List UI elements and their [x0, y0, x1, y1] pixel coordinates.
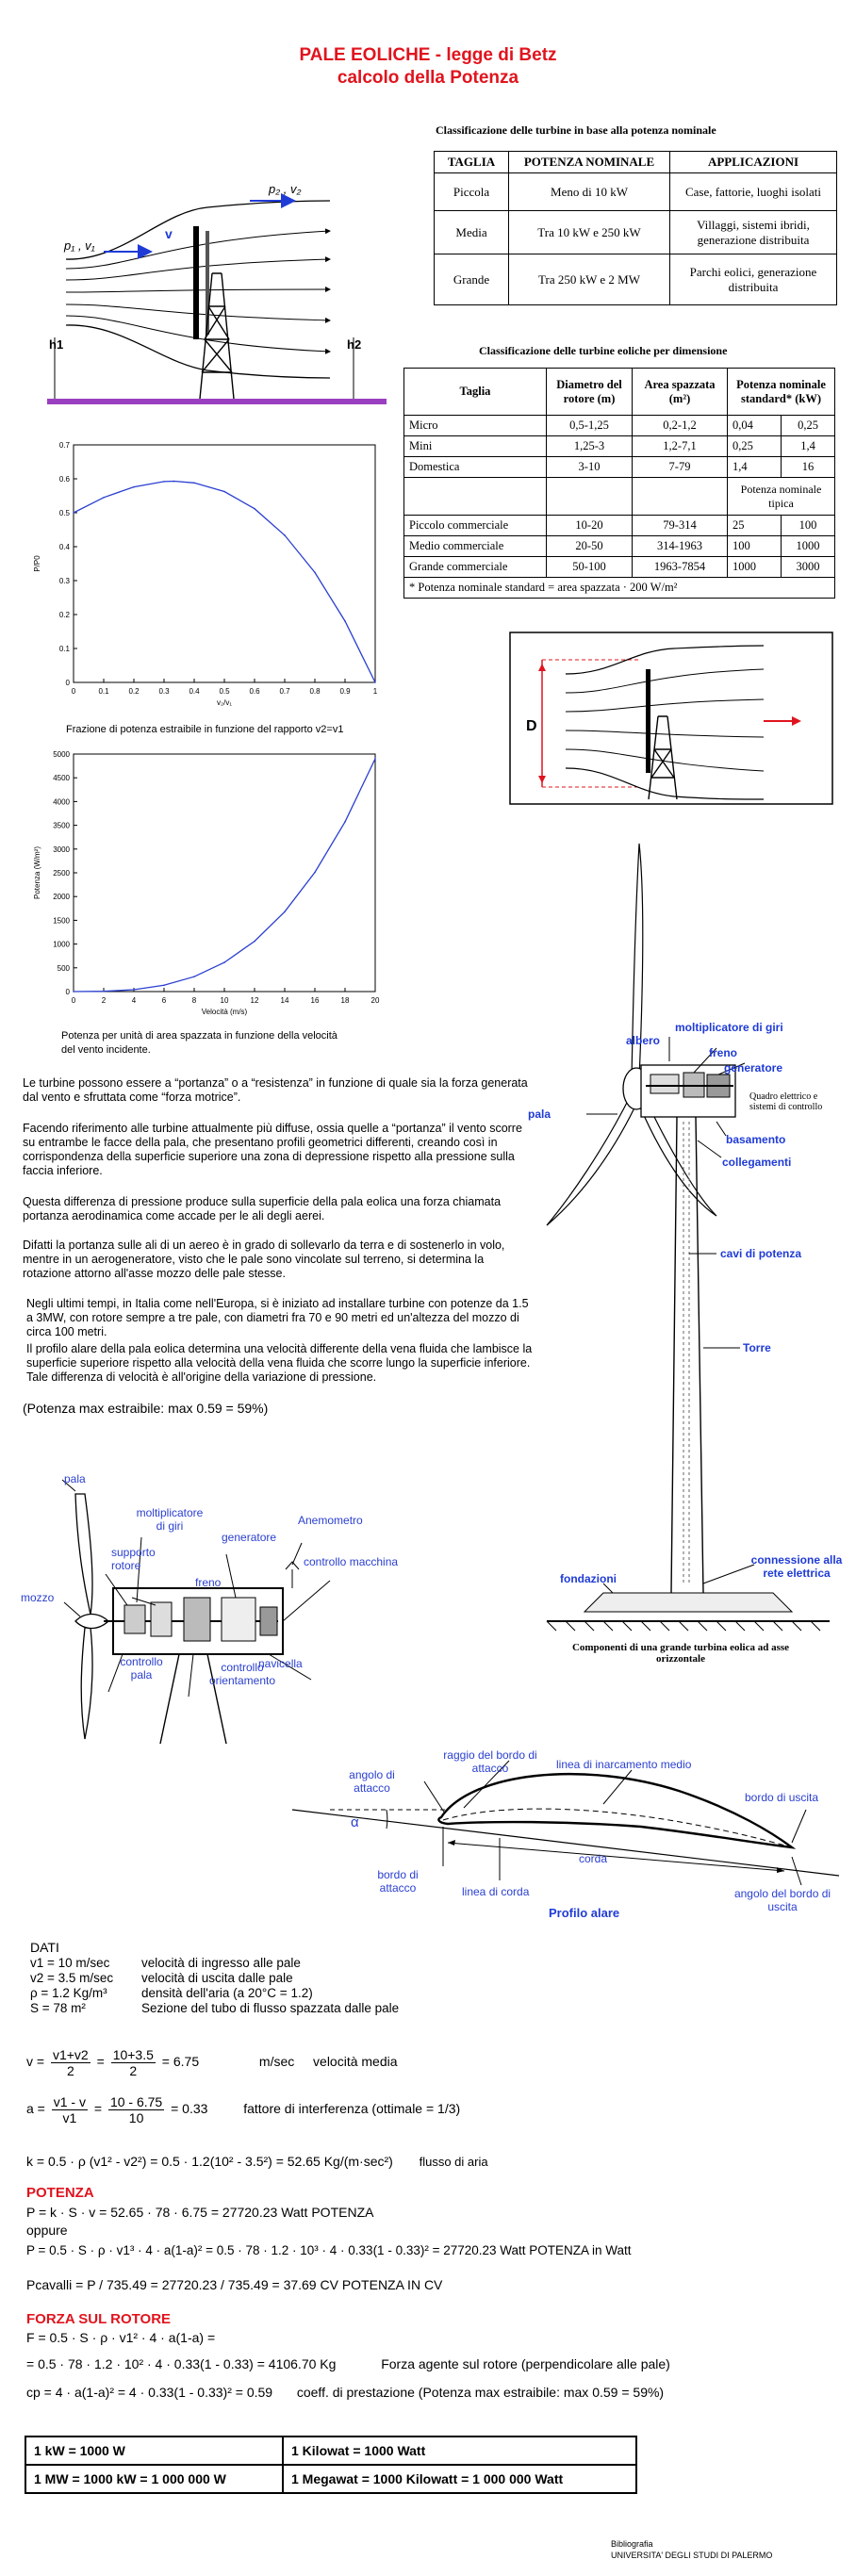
formula-cp: cp = 4 · a(1-a)² = 4 · 0.33(1 - 0.33)² = 0.59 coeff. di prestazione (Potenza max estraibile: max 0.59 = 59%): [26, 2385, 665, 2400]
formula-p3: Pcavalli = P / 735.49 = 27720.23 / 735.49 = 37.69 CV POTENZA IN CV: [26, 2277, 443, 2292]
x-tick-label: 4: [131, 996, 137, 1005]
paragraph-2: Facendo riferimento alle turbine attualmente più diffuse, ossia quelle a “portanza” il vento scorre su entrambe le facce della pala, che presentano profili geometrici differenti, creando così in corrispondenza della superficie superiore una zona di depressione rispetto alla pressione sulla faccia inferiore.: [23, 1122, 522, 1177]
formula-f2: = 0.5 · 78 · 1.2 · 10² · 4 · 0.33(1 - 0.33) = 4106.70 Kg Forza agente sul rotore (perpendicolare alle pale): [26, 2356, 670, 2371]
y-tick-label: 0.3: [58, 577, 70, 585]
data-point: [254, 508, 255, 510]
x-tick-label: 0.2: [128, 687, 140, 696]
x-tick-label: 0.4: [189, 687, 200, 696]
nacelle-label-anemometro: Anemometro: [298, 1514, 363, 1527]
label-quadro: Quadro elettrico e sistemi di controllo: [749, 1091, 823, 1112]
x-tick-label: 0: [71, 996, 76, 1005]
potenza-heading: POTENZA: [26, 2185, 94, 2201]
x-tick-label: 0.5: [219, 687, 230, 696]
data-point: [103, 991, 105, 993]
data-point: [193, 976, 195, 977]
x-tick-label: 10: [220, 996, 229, 1005]
table-cell: 10-20: [547, 516, 633, 536]
data-point: [103, 497, 105, 499]
formula-f1: F = 0.5 · S · ρ · v1² · 4 · a(1-a) =: [26, 2330, 216, 2345]
x-tick-label: 0.1: [98, 687, 109, 696]
x-tick-label: 2: [101, 996, 107, 1005]
plot-frame: [74, 754, 375, 992]
data-point: [314, 872, 316, 874]
label-generatore: generatore: [724, 1061, 783, 1075]
table-power-header: APPLICAZIONI: [670, 152, 837, 173]
table-cell: Media: [435, 211, 509, 254]
y-tick-label: 0.2: [58, 611, 70, 619]
x-tick-label: 14: [280, 996, 289, 1005]
paragraph-6: Il profilo alare della pala eolica determina una velocità differente della vena fluida che lambisce la superficie superiore rispetto alla velocità della vena fluida che scorre lungo la superficie inferiore. Tale differenza di velocità è all'origine della variazione di pressione.: [26, 1342, 533, 1384]
table-cell: Grande: [435, 254, 509, 305]
x-tick-label: 18: [340, 996, 350, 1005]
table-cell: 20-50: [547, 536, 633, 557]
v-label: v: [165, 226, 173, 241]
data-point: [173, 481, 175, 483]
data-point: [223, 961, 225, 963]
nacelle-label-freno: freno: [195, 1576, 222, 1589]
x-axis-label: Velocità (m/s): [201, 1008, 248, 1016]
formula-p2: P = 0.5 · S · ρ · v1³ · 4 · a(1-a)² = 0.5 · 78 · 1.2 · 10³ · 4 · 0.33(1 - 0.33)² = 27720.23 Watt POTENZA in Watt: [26, 2243, 632, 2257]
data-point: [374, 681, 376, 683]
label-fondazioni: fondazioni: [560, 1572, 617, 1585]
airfoil-label-angolo-bordo: angolo del bordo di uscita: [733, 1887, 831, 1913]
dati-row: v2 = 3.5 m/sec velocità di uscita dalle pale: [30, 1971, 293, 1985]
table-cell: Micro: [404, 416, 547, 436]
table-cell: 3-10: [547, 457, 633, 478]
table-cell: Piccolo commerciale: [404, 516, 547, 536]
formula-v: v = $\frac{v1+v2}{2}$ = $\frac{10+3.5}{2}$ = 6.75 m/sec velocità media: [26, 2047, 398, 2078]
table-cell: 1,2-7,1: [633, 436, 728, 457]
table-cell: 0,25: [728, 436, 782, 457]
nacelle-label-mozzo: mozzo: [21, 1591, 55, 1604]
y-tick-label: 2500: [53, 869, 70, 878]
typical-power-label: Potenza nominale tipica: [728, 478, 835, 516]
footer-bibliography: Bibliografia: [611, 2539, 653, 2549]
data-point: [254, 941, 255, 943]
h1-label: h1: [49, 337, 64, 352]
y-axis-label: Potenza (W/m²): [33, 845, 41, 900]
label-moltiplicatore: moltiplicatore di giri: [675, 1021, 783, 1034]
data-point: [193, 483, 195, 484]
airfoil-label-bordo-attacco: bordo di attacco: [377, 1868, 419, 1895]
table-cell: 314-1963: [633, 536, 728, 557]
plot-frame: [74, 445, 375, 682]
p2-label: p₂ , v₂: [269, 182, 302, 196]
data-point: [344, 821, 346, 823]
y-tick-label: 3000: [53, 845, 70, 854]
table-power-header: POTENZA NOMINALE: [509, 152, 670, 173]
y-tick-label: 0: [65, 988, 70, 996]
dati-block: [30, 1956, 399, 2016]
nacelle-label-navicella: navicella: [258, 1657, 303, 1670]
x-tick-label: 6: [161, 996, 167, 1005]
label-freno: freno: [709, 1046, 737, 1059]
oppure-label: oppure: [26, 2223, 68, 2238]
table-power-header: TAGLIA: [435, 152, 509, 173]
table-cell: Tra 10 kW e 250 kW: [509, 211, 670, 254]
footer-university: UNIVERSITA' DEGLI STUDI DI PALERMO: [611, 2551, 773, 2560]
label-cavi: cavi di potenza: [720, 1247, 802, 1260]
nacelle-label-controllo-pala: controllo pala: [120, 1655, 163, 1682]
x-tick-label: 20: [370, 996, 380, 1005]
chart2-caption-line1: Potenza per unità di area spazzata in funzione della velocità: [61, 1030, 337, 1042]
table-size-header: Taglia: [404, 369, 547, 416]
table-cell: Mini: [404, 436, 547, 457]
units-cell: 1 Kilowat = 1000 Watt: [283, 2437, 636, 2465]
h2-label: h2: [347, 337, 362, 352]
table-cell: 79-314: [633, 516, 728, 536]
formula-k: k = 0.5 · ρ (v1² - v2²) = 0.5 · 1.2(10² - 3.5²) = 52.65 Kg/(m·sec²) flusso di aria: [26, 2154, 488, 2169]
nacelle-label-controllo-macchina: controllo macchina: [304, 1555, 399, 1568]
rotor-diameter-diagram: [509, 632, 834, 806]
table-cell: 1000: [782, 536, 835, 557]
table-power: [434, 151, 837, 305]
data-point: [163, 985, 165, 987]
x-tick-label: 0.3: [158, 687, 170, 696]
data-point: [284, 911, 286, 912]
betz-power-fraction-chart: [28, 435, 387, 718]
y-tick-label: 4500: [53, 774, 70, 783]
table-power-title: Classificazione delle turbine in base alla potenza nominale: [436, 123, 716, 137]
chart2-caption-line2: del vento incidente.: [61, 1044, 151, 1056]
formula-p1: P = k · S · v = 52.65 · 78 · 6.75 = 27720.23 Watt POTENZA: [26, 2205, 374, 2220]
table-cell: 100: [728, 536, 782, 557]
table-cell: 0,2-1,2: [633, 416, 728, 436]
table-cell: 1000: [728, 557, 782, 578]
x-axis-label: v₂/v₁: [216, 698, 233, 707]
data-point: [284, 534, 286, 536]
table-cell: 1,4: [728, 457, 782, 478]
table-size-header: Area spazzata (m²): [633, 369, 728, 416]
y-axis-label: P/P0: [33, 555, 41, 572]
nacelle-label-generatore: generatore: [222, 1531, 277, 1544]
paragraph-3: Questa differenza di pressione produce sulla superficie della pala eolica una forza chiamata portanza aerodinamica come accade per le ali degli aerei.: [23, 1195, 502, 1222]
y-tick-label: 2000: [53, 893, 70, 902]
airfoil-label-corda: corda: [579, 1852, 608, 1865]
table-cell: 0,04: [728, 416, 782, 436]
power-max-note: (Potenza max estraibile: max 0.59 = 59%): [23, 1401, 269, 1416]
data-point: [223, 491, 225, 493]
table-cell: Medio commerciale: [404, 536, 547, 557]
table-cell: Piccola: [435, 173, 509, 211]
airfoil-label-linea-corda: linea di corda: [462, 1885, 530, 1898]
table-cell: 16: [782, 457, 835, 478]
table-cell: 0,5-1,25: [547, 416, 633, 436]
airfoil-label-angolo: angolo di attacco: [349, 1768, 395, 1795]
table-footnote: * Potenza nominale standard = area spazzata · 200 W/m²: [404, 578, 835, 599]
betz-streamtube-diagram: [47, 174, 387, 410]
airfoil-label-bordo-uscita: bordo di uscita: [745, 1791, 819, 1804]
units-cell: 1 Megawat = 1000 Kilowatt = 1 000 000 Watt: [283, 2465, 636, 2493]
large-turbine-diagram: [528, 839, 848, 1640]
table-size-header: Potenza nominale standard* (kW): [728, 369, 835, 416]
d-label: D: [526, 718, 537, 734]
y-tick-label: 3500: [53, 821, 70, 830]
forza-heading: FORZA SUL ROTORE: [26, 2311, 172, 2327]
p1-label: p₁ , v₁: [64, 238, 95, 253]
formula-a: a = $\frac{v1 - v}{v1}$ = $\frac{10 - 6.75}{10}$ = 0.33 fattore di interferenza (ottimale = 1/3): [26, 2094, 461, 2125]
power-per-area-chart: [28, 745, 387, 1027]
table-cell: 3000: [782, 557, 835, 578]
y-tick-label: 0: [65, 679, 70, 687]
page-title: PALE EOLICHE - legge di Betz: [299, 45, 557, 65]
data-point: [73, 991, 74, 993]
x-tick-label: 0.7: [279, 687, 290, 696]
x-tick-label: 0.6: [249, 687, 260, 696]
nacelle-label-pala: pala: [64, 1472, 86, 1485]
dati-row: S = 78 m² Sezione del tubo di flusso spazzata dalle pale: [30, 2001, 400, 2015]
y-tick-label: 0.4: [58, 543, 70, 551]
label-torre: Torre: [743, 1341, 771, 1354]
x-tick-label: 8: [191, 996, 197, 1005]
nacelle-detail-diagram: [19, 1456, 434, 1748]
airfoil-label-raggio: raggio del bordo di attacco: [443, 1748, 537, 1775]
table-cell: 100: [782, 516, 835, 536]
page-subtitle: calcolo della Potenza: [337, 68, 519, 88]
units-table: [25, 2436, 637, 2494]
dati-row: v1 = 10 m/sec velocità di ingresso alle pale: [30, 1956, 301, 1970]
nacelle-label-supporto: supporto rotore: [111, 1546, 156, 1572]
y-tick-label: 0.5: [58, 509, 70, 517]
units-cell: 1 MW = 1000 kW = 1 000 000 W: [25, 2465, 283, 2493]
table-cell: 1,25-3: [547, 436, 633, 457]
paragraph-1: Le turbine possono essere a “portanza” o a “resistenza” in funzione di quale sia la forza generata dal vento e sfruttata come “forza motrice”.: [23, 1076, 528, 1104]
table-size: [403, 368, 835, 599]
data-point: [344, 620, 346, 622]
airfoil-title: Profilo alare: [549, 1906, 620, 1920]
data-point: [133, 486, 135, 488]
x-tick-label: 0.8: [309, 687, 321, 696]
label-collegamenti: collegamenti: [722, 1156, 792, 1169]
units-cell: 1 kW = 1000 W: [25, 2437, 283, 2465]
data-point: [133, 989, 135, 991]
table-cell: 50-100: [547, 557, 633, 578]
table-cell: Meno di 10 kW: [509, 173, 670, 211]
table-cell: 25: [728, 516, 782, 536]
nacelle-label-controllo-orientamento: controllo orientamento: [208, 1661, 276, 1687]
table-cell: Case, fattorie, luoghi isolati: [670, 173, 837, 211]
table-cell: Tra 250 kW e 2 MW: [509, 254, 670, 305]
label-albero: albero: [626, 1034, 661, 1047]
chart1-caption: Frazione di potenza estraibile in funzione del rapporto v2=v1: [66, 724, 344, 735]
table-cell: 1,4: [782, 436, 835, 457]
y-tick-label: 0.1: [58, 645, 70, 653]
airfoil-label-alpha: α: [351, 1814, 359, 1830]
label-pala: pala: [528, 1108, 551, 1121]
y-tick-label: 5000: [53, 750, 70, 759]
airfoil-label-inarcamento: linea di inarcamento medio: [556, 1758, 692, 1771]
label-connessione: connessione alla rete elettrica: [750, 1553, 843, 1580]
dati-row: ρ = 1.2 Kg/m³ densità dell'aria (a 20°C = 1.2): [30, 1986, 313, 2000]
table-cell: Grande commerciale: [404, 557, 547, 578]
table-size-title: Classificazione delle turbine eoliche per dimensione: [479, 344, 728, 357]
x-tick-label: 1: [372, 687, 378, 696]
label-basamento: basamento: [726, 1133, 786, 1146]
y-tick-label: 500: [57, 963, 70, 973]
table-size-header: Diametro del rotore (m): [547, 369, 633, 416]
table-cell: 7-79: [633, 457, 728, 478]
table-cell: Parchi eolici, generazione distribuita: [670, 254, 837, 305]
x-tick-label: 16: [310, 996, 320, 1005]
data-point: [73, 512, 74, 514]
nacelle-label-moltiplicatore: moltiplicatore di giri: [136, 1506, 204, 1533]
x-tick-label: 0: [71, 687, 76, 696]
table-cell: 0,25: [782, 416, 835, 436]
y-tick-label: 0.7: [58, 441, 70, 450]
y-tick-label: 4000: [53, 797, 70, 807]
table-cell: Villaggi, sistemi ibridi, generazione distribuita: [670, 211, 837, 254]
y-tick-label: 1000: [53, 940, 70, 949]
y-tick-label: 1500: [53, 916, 70, 926]
dati-title: DATI: [30, 1940, 59, 1955]
table-cell: Domestica: [404, 457, 547, 478]
table-cell: 1963-7854: [633, 557, 728, 578]
paragraph-4: Difatti la portanza sulle ali di un aereo è in grado di sollevarlo da terra e di sostenerlo in volo, mentre in un aerogeneratore, visto che le pale sono vincolate sul terreno, si determina la rotazione attorno all'asse mozzo delle pale stesse.: [23, 1239, 505, 1280]
data-point: [163, 481, 165, 483]
x-tick-label: 12: [250, 996, 259, 1005]
data-point: [314, 572, 316, 574]
paragraph-5: Negli ultimi tempi, in Italia come nell'Europa, si è iniziato ad installare turbine con potenze da 1.5 a 3MW, con rotore sempre a tre pale, con diametri fra 70 e 90 metri ed un'altezza del mozzo di circa 100 metri.: [26, 1297, 529, 1338]
turbine-caption: Componenti di una grande turbina eolica ad asse orizzontale: [571, 1642, 790, 1665]
y-tick-label: 0.6: [58, 475, 70, 484]
data-point: [374, 758, 376, 760]
x-tick-label: 0.9: [339, 687, 351, 696]
